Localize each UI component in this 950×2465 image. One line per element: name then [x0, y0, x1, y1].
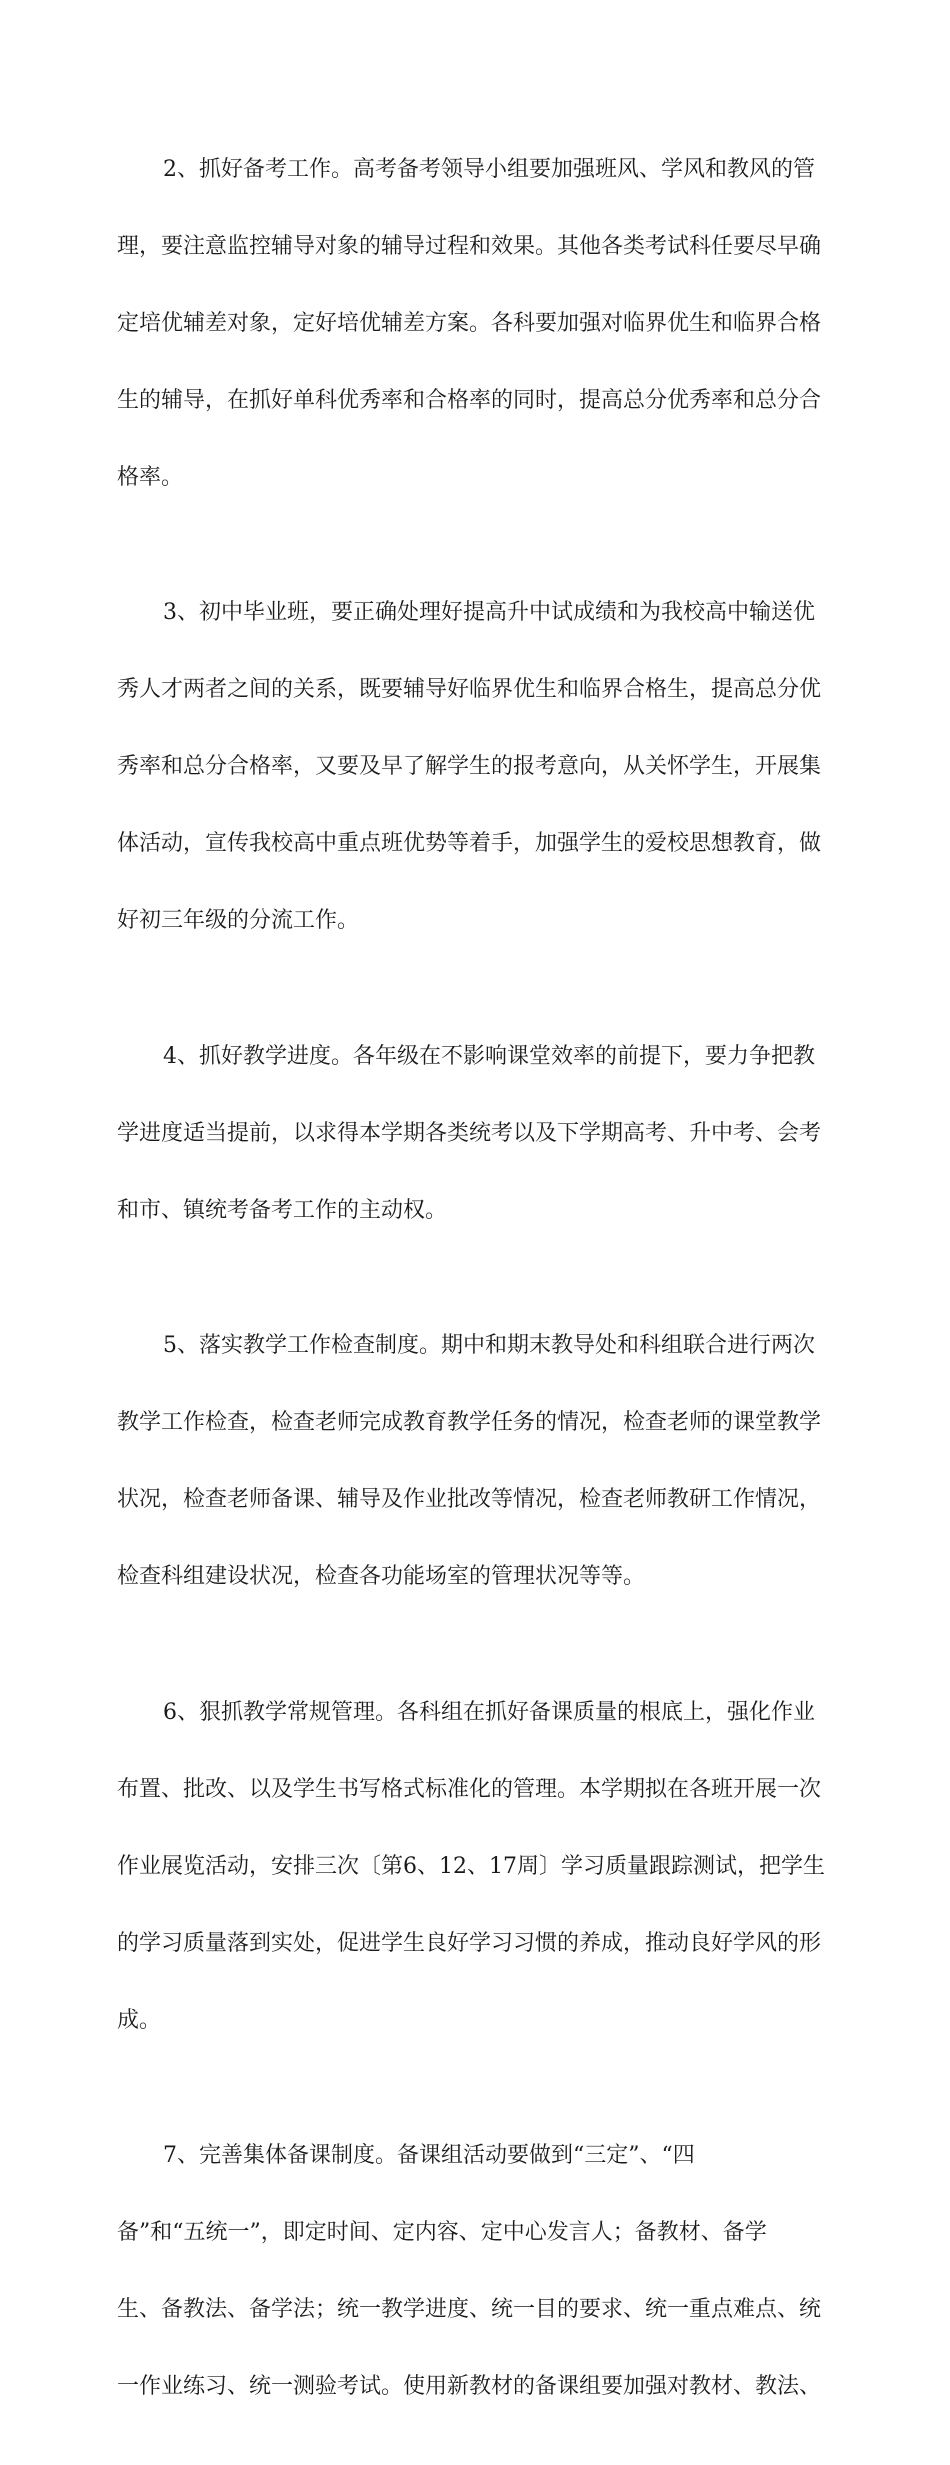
text-line: 秀率和总分合格率，又要及早了解学生的报考意向，从关怀学生，开展集 [117, 754, 822, 779]
text-line [117, 594, 835, 633]
text-line [117, 2137, 835, 2176]
text-line: 的学习质量落到实处，促进学生良好学习习惯的养成，推动良好学风的形 [117, 1930, 822, 1956]
text-line: 学进度适当提前，以求得本学期各类统考以及下学期高考、升中考、会考 [117, 1120, 822, 1146]
paragraph-7 [117, 2099, 835, 2446]
text-line: 体活动，宣传我校高中重点班优势等着手，加强学生的爱校思想教育，做 [117, 831, 822, 856]
line-text: 4、抓好教学进度。各年级在不影响课堂效率的前提下，要力争把教 [163, 1043, 815, 1069]
text-line: 秀人才两者之间的关系，既要辅导好临界优生和临界合格生，提高总分优 [117, 677, 822, 702]
text-line: 作业展览活动，安排三次〔第6、12、17周〕学习质量跟踪测试，把学生 [117, 1853, 825, 1879]
text-line: 好初三年级的分流工作。 [117, 908, 360, 933]
text-line: 格率。 [117, 464, 184, 490]
text-line: 理，要注意监控辅导对象的辅导过程和效果。其他各类考试科任要尽早确 [117, 233, 822, 259]
paragraph-3 [117, 556, 835, 980]
text-line: 备”和“五统一”，即定时间、定内容、定中心发言人；备教材、备学 [117, 2220, 767, 2245]
text-line [117, 151, 835, 190]
text-line: 生的辅导，在抓好单科优秀率和合格率的同时，提高总分优秀率和总分合 [117, 387, 822, 413]
text-line [117, 1694, 835, 1733]
line-text: 6、狠抓教学常规管理。各科组在抓好备课质量的根底上，强化作业 [163, 1699, 815, 1725]
paragraph-6 [117, 1655, 835, 2079]
text-line: 一作业练习、统一测验考试。使用新教材的备课组要加强对教材、教法、 [117, 2374, 822, 2399]
text-line [117, 1038, 835, 1077]
paragraph-2 [117, 112, 835, 536]
text-line: 检查科组建设状况，检查各功能场室的管理状况等等。 [117, 1564, 646, 1589]
document-body [117, 112, 835, 2465]
text-line [117, 1327, 835, 1366]
text-line: 和市、镇统考备考工作的主动权。 [117, 1197, 448, 1223]
text-line: 成。 [117, 2007, 162, 2033]
paragraph-4 [117, 999, 835, 1269]
line-text: 7、完善集体备课制度。备课组活动要做到“三定”、“四 [163, 2143, 695, 2168]
text-line: 状况，检查老师备课、辅导及作业批改等情况，检查老师教研工作情况， [117, 1487, 822, 1512]
text-line: 定培优辅差对象，定好培优辅差方案。各科要加强对临界优生和临界合格 [117, 310, 822, 336]
text-line: 生、备教法、备学法；统一教学进度、统一目的要求、统一重点难点、统 [117, 2297, 822, 2322]
paragraph-5 [117, 1289, 835, 1636]
line-text: 5、落实教学工作检查制度。期中和期末教导处和科组联合进行两次 [163, 1333, 815, 1358]
line-text: 2、抓好备考工作。高考备考领导小组要加强班风、学风和教风的管 [163, 156, 815, 182]
line-text: 3、初中毕业班，要正确处理好提高升中试成绩和为我校高中输送优 [163, 600, 815, 625]
text-line: 教学工作检查，检查老师完成教育教学任务的情况，检查老师的课堂教学 [117, 1410, 822, 1435]
text-line: 布置、批改、以及学生书写格式标准化的管理。本学期拟在各班开展一次 [117, 1776, 822, 1802]
